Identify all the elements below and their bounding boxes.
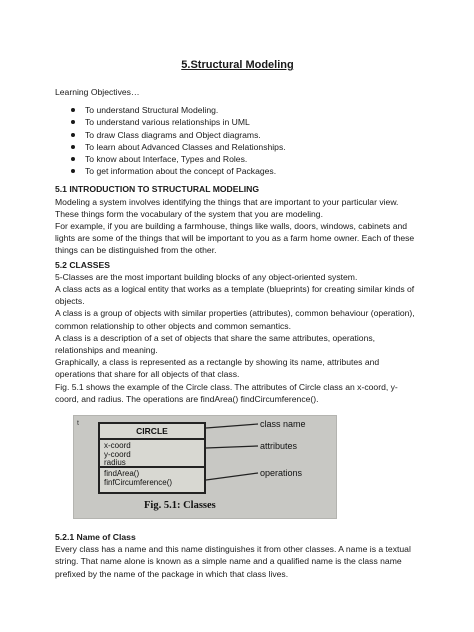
bullet-icon bbox=[71, 120, 75, 124]
label-attributes: attributes bbox=[260, 441, 298, 452]
label-class-name: class name bbox=[260, 419, 306, 430]
page-title: 5.Structural Modeling bbox=[181, 59, 294, 71]
figure-corner-mark: t bbox=[77, 420, 79, 428]
objectives-intro: Learning Objectives… bbox=[55, 87, 140, 97]
paragraph: A class is a group of objects with similar properties (attributes), common behaviour (operation), common relationship to other objects and common semantics. bbox=[55, 308, 415, 331]
figure-caption: Fig. 5.1: Classes bbox=[144, 500, 216, 512]
list-item: To know about Interface, Types and Roles. bbox=[71, 153, 420, 165]
paragraph: 5-Classes are the most important building blocks of any object-oriented system. bbox=[55, 271, 358, 282]
uml-class-attributes: x-coord y-coord radius bbox=[100, 440, 204, 468]
paragraph: Modeling a system involves identifying the things that are important to your particular view. These things form the vocabulary of the system that you are modeling. bbox=[55, 196, 399, 219]
list-item: To learn about Advanced Classes and Relationships. bbox=[71, 141, 420, 153]
uml-class-name: CIRCLE bbox=[100, 424, 204, 440]
paragraph: A class is a description of a set of objects that share the same attributes, operations, relationships and meaning. bbox=[55, 332, 376, 356]
uml-class-box bbox=[98, 422, 206, 494]
list-item: To understand Structural Modeling. bbox=[71, 104, 420, 116]
list-item: To get information about the concept of Packages. bbox=[71, 165, 420, 177]
uml-class-operations: findArea() finfCircumference() bbox=[104, 469, 173, 487]
bullet-icon bbox=[71, 145, 75, 149]
bullet-icon bbox=[71, 133, 75, 137]
class-diagram-figure bbox=[73, 415, 337, 519]
label-operations: operations bbox=[260, 468, 303, 479]
objectives-list bbox=[55, 104, 420, 177]
section-heading-5-1: 5.1 INTRODUCTION TO STRUCTURAL MODELING bbox=[55, 184, 260, 195]
paragraph: Graphically, a class is represented as a rectangle by showing its name, attributes and operations that share for all objects of that class. bbox=[55, 357, 380, 380]
paragraph: A class acts as a logical entity that works as a template (blueprints) for creating similar kinds of objects. bbox=[55, 284, 415, 307]
paragraph: Every class has a name and this name distinguishes it from other classes. A name is a textual string. That name alone is known as a simple name and a qualified name is the class name prefixed by the name of the package in which that class lives. bbox=[55, 544, 411, 579]
section-heading-5-2-1: 5.2.1 Name of Class bbox=[55, 532, 136, 543]
section-heading-5-2: 5.2 CLASSES bbox=[55, 259, 110, 270]
bullet-icon bbox=[71, 157, 75, 161]
paragraph: Fig. 5.1 shows the example of the Circle class. The attributes of Circle class an x-coord, y-coord, and radius. The operations are findArea() findCircumference(). bbox=[55, 381, 398, 404]
list-item: To draw Class diagrams and Object diagrams. bbox=[71, 129, 420, 141]
bullet-icon bbox=[71, 108, 75, 112]
paragraph: For example, if you are building a farmhouse, things like walls, doors, windows, cabinets and lights are some of the things that will be important to you as a farm home owner. Each of these things can be distinguished from the other. bbox=[55, 221, 415, 256]
list-item: To understand various relationships in UML bbox=[71, 116, 420, 128]
bullet-icon bbox=[71, 169, 75, 173]
